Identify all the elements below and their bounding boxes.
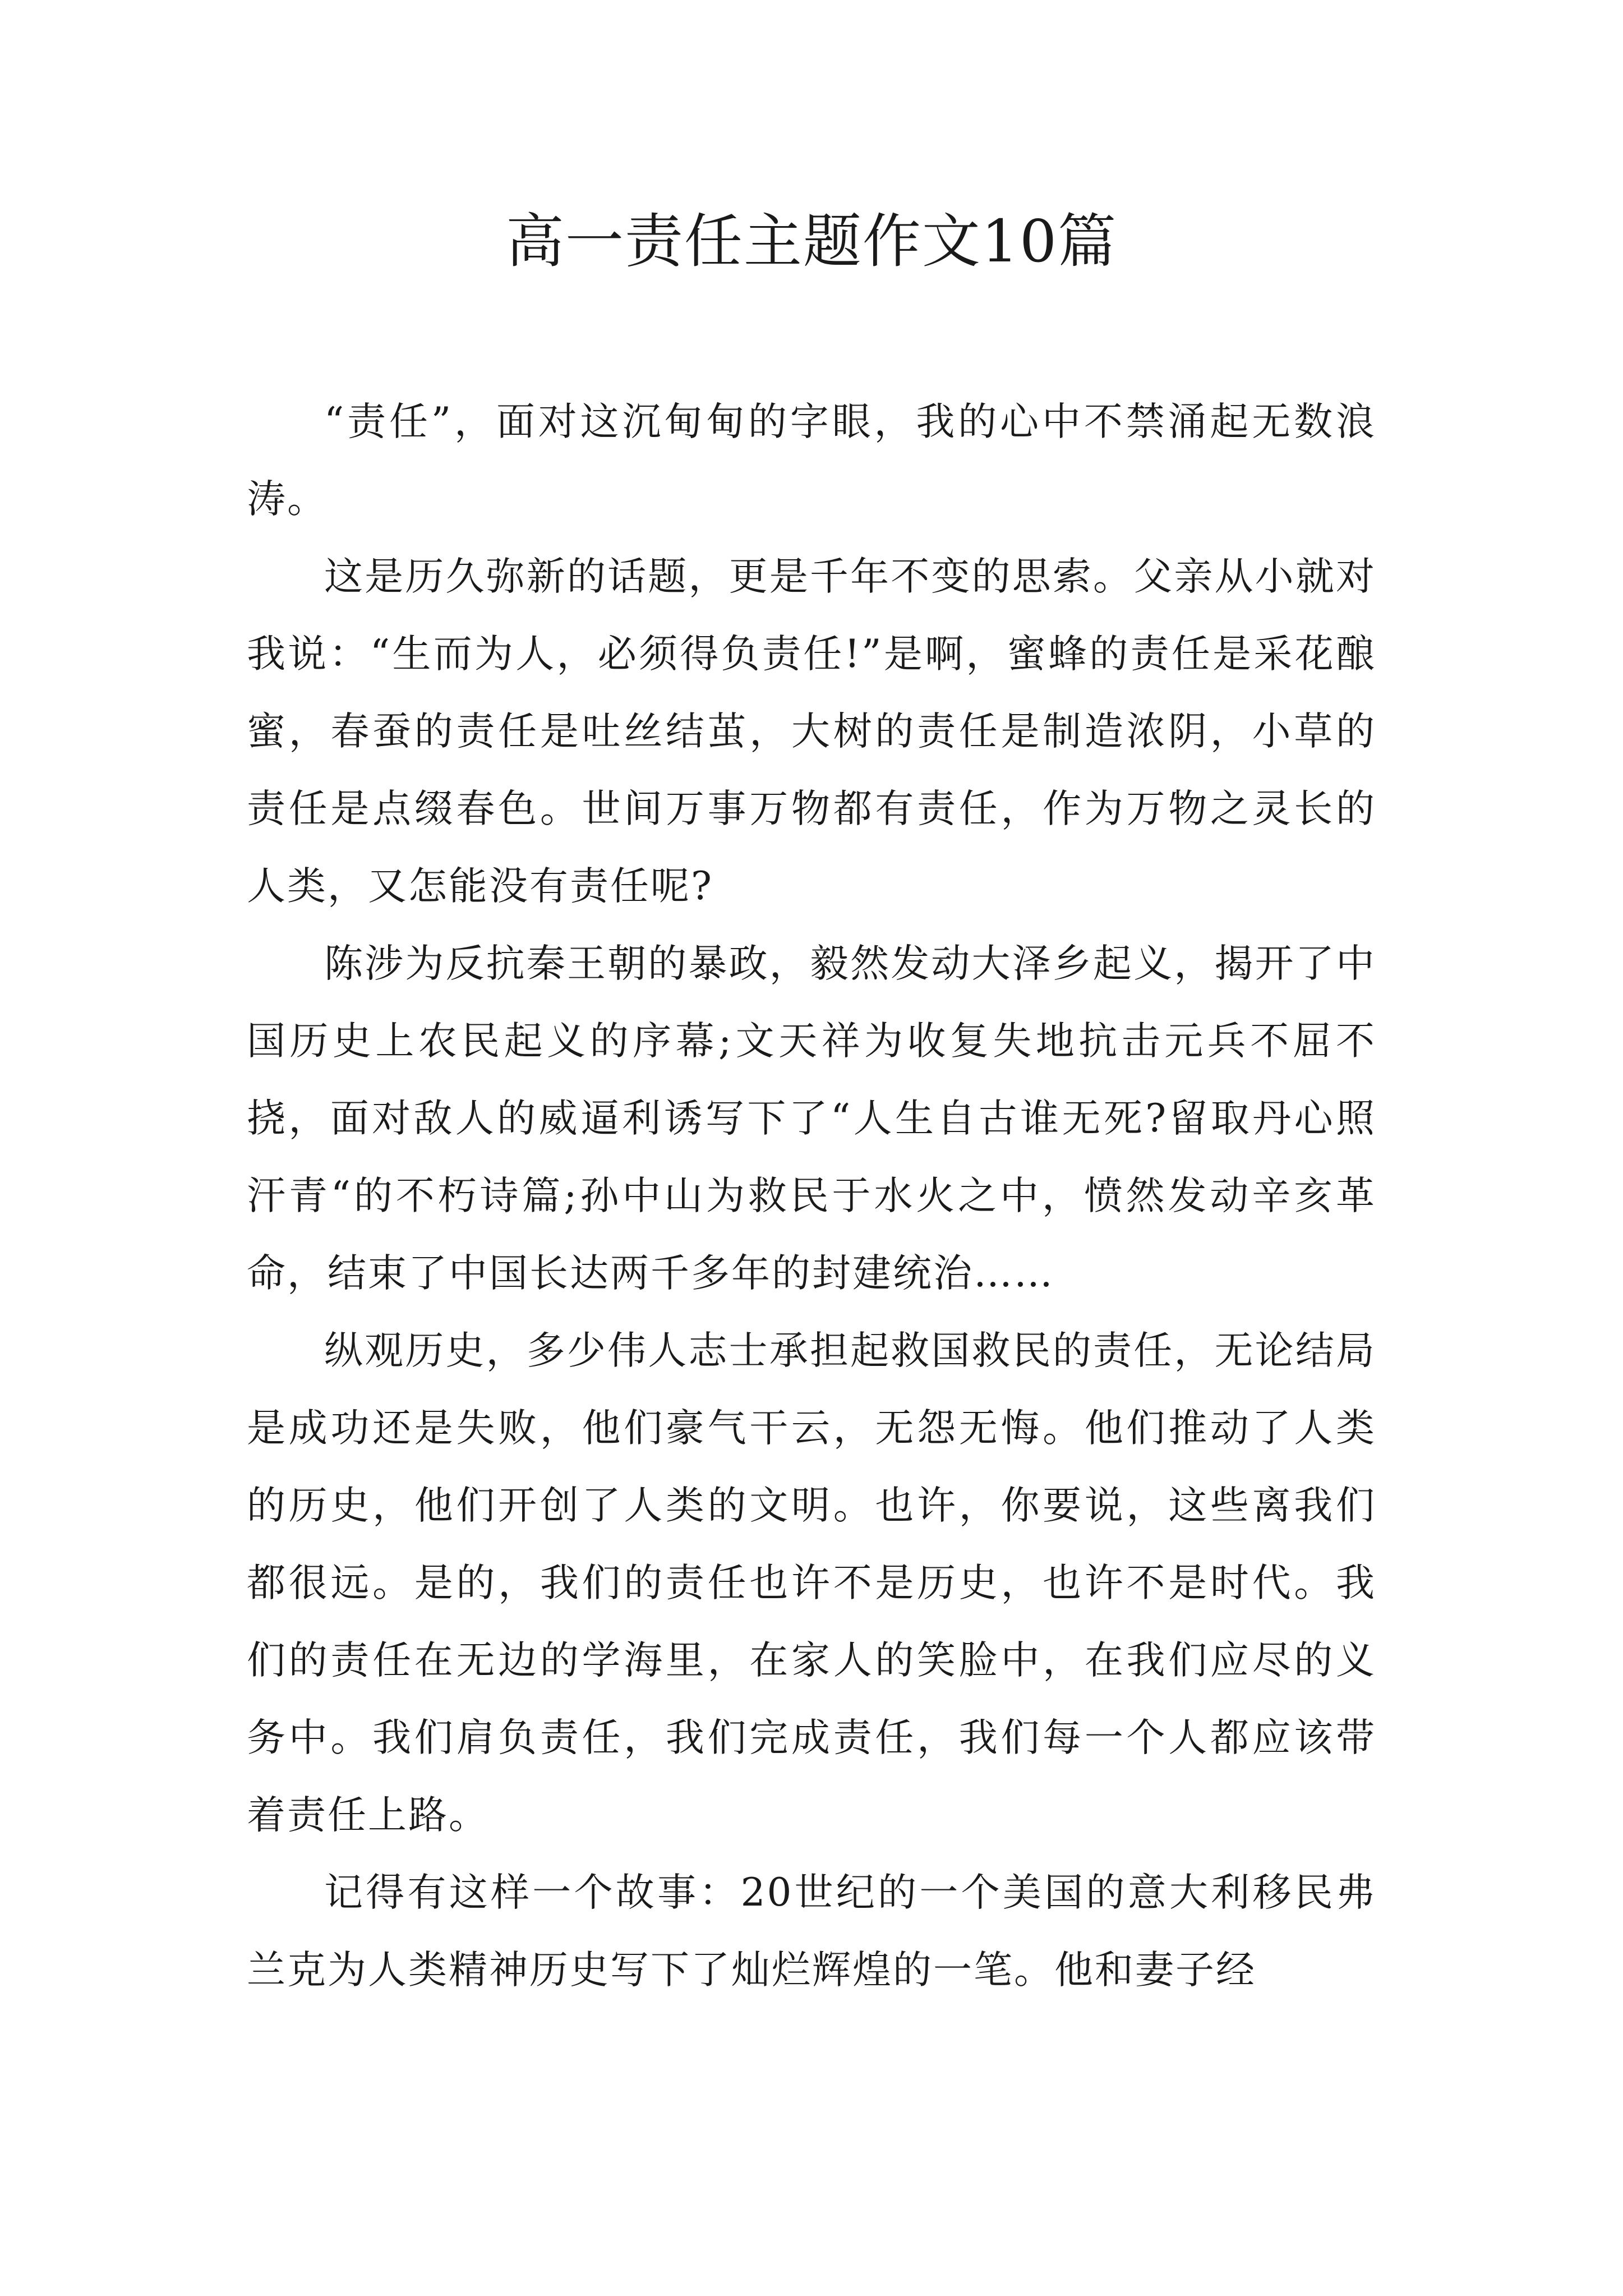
document-body: [247, 383, 1376, 2009]
paragraph: 陈涉为反抗秦王朝的暴政，毅然发动大泽乡起义，揭开了中国历史上农民起义的序幕;文天祥为收复失地抗击元兵不屈不挠，面对敌人的威逼利诱写下了“人生自古谁无死?留取丹心照汗青“的不朽诗篇;孙中山为救民于水火之中，愤然发动辛亥革命，结束了中国长达两千多年的封建统治……: [247, 941, 1376, 1296]
paragraph: 纵观历史，多少伟人志士承担起救国救民的责任，无论结局是成功还是失败，他们豪气干云，无怨无悔。他们推动了人类的历史，他们开创了人类的文明。也许，你要说，这些离我们都很远。是的，我们的责任也许不是历史，也许不是时代。我们的责任在无边的学海里，在家人的笑脸中，在我们应尽的义务中。我们肩负责任，我们完成责任，我们每一个人都应该带着责任上路。: [247, 1328, 1376, 1838]
paragraph: 这是历久弥新的话题，更是千年不变的思索。父亲从小就对我说：“生而为人，必须得负责任!”是啊，蜜蜂的责任是采花酿蜜，春蚕的责任是吐丝结茧，大树的责任是制造浓阴，小草的责任是点缀春色。世间万事万物都有责任，作为万物之灵长的人类，又怎能没有责任呢?: [247, 554, 1376, 909]
paragraph: 记得有这样一个故事：20世纪的一个美国的意大利移民弗兰克为人类精神历史写下了灿烂辉煌的一笔。他和妻子经: [247, 1870, 1376, 1993]
document-title: 高一责任主题作文10篇: [505, 207, 1118, 275]
paragraph: “责任”，面对这沉甸甸的字眼，我的心中不禁涌起无数浪涛。: [247, 399, 1376, 522]
